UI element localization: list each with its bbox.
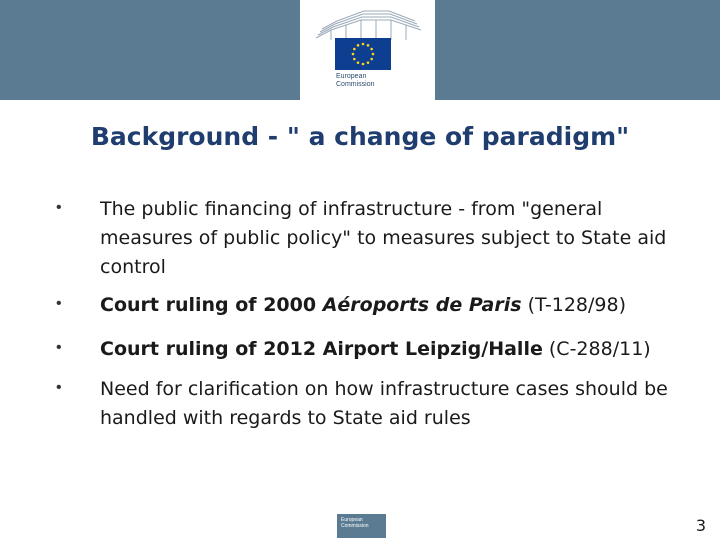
bullet-icon: • bbox=[56, 379, 62, 396]
berlaymont-building-icon bbox=[306, 8, 431, 40]
flag-star bbox=[362, 43, 365, 46]
page-number: 3 bbox=[695, 516, 706, 535]
flag-star bbox=[362, 63, 365, 66]
bullet-icon: • bbox=[56, 339, 62, 356]
european-commission-logo bbox=[300, 0, 435, 100]
bullet-text bbox=[100, 335, 700, 364]
flag-star bbox=[357, 44, 360, 47]
bullet-text bbox=[100, 291, 700, 320]
flag-star bbox=[353, 48, 356, 51]
bullet-text: Need for clarification on how infrastructure cases should be handled with regards to State aid rules bbox=[100, 378, 668, 429]
flag-star bbox=[367, 44, 370, 47]
eu-flag-icon bbox=[335, 38, 391, 70]
footer-logo bbox=[337, 514, 386, 538]
bullet-icon: • bbox=[56, 295, 62, 312]
flag-star bbox=[372, 53, 375, 56]
flag-star bbox=[367, 61, 370, 64]
flag-star bbox=[352, 53, 355, 56]
footer-logo-text: European Commission bbox=[341, 517, 369, 529]
bullet-icon: • bbox=[56, 199, 62, 216]
flag-star bbox=[370, 58, 373, 61]
case-number: (C-288/11) bbox=[542, 338, 651, 360]
case-name: Aéroports de Paris bbox=[322, 294, 522, 316]
ruling-prefix: Court ruling of 2000 bbox=[100, 294, 323, 316]
flag-star bbox=[353, 58, 356, 61]
case-number: (T-128/98) bbox=[521, 294, 626, 316]
logo-line-1: European bbox=[336, 73, 367, 80]
ruling-prefix: Court ruling of 2012 Airport Leipzig/Halle bbox=[100, 338, 543, 360]
flag-star bbox=[357, 61, 360, 64]
slide-title: Background - " a change of paradigm" bbox=[90, 122, 630, 151]
logo-text bbox=[336, 73, 396, 89]
flag-star bbox=[370, 48, 373, 51]
bullet-text: The public financing of infrastructure - from "general measures of public policy" to measures subject to State aid control bbox=[100, 198, 667, 278]
logo-line-2: Commission bbox=[336, 81, 375, 88]
